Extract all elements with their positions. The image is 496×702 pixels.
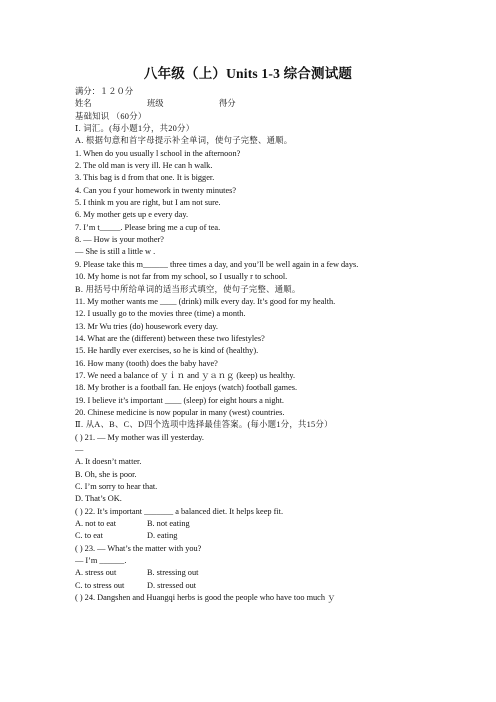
question-line: 9. Please take this m______ three times a day, and you’ll be well again in a few days. bbox=[75, 259, 359, 269]
option-line: B. Oh, she is poor. bbox=[75, 469, 137, 479]
section-heading: 基础知识 （60分） bbox=[75, 111, 147, 121]
question-line: 1. When do you usually l school in the afternoon? bbox=[75, 148, 241, 158]
option-line: A. It doesn’t matter. bbox=[75, 457, 142, 467]
part-instruction: A. 根据句意和首字母提示补全单词，使句子完整、通顺。 bbox=[75, 136, 293, 146]
score-line: 满分：１２０分 bbox=[75, 87, 134, 96]
question-line: 19. I believe it’s important ____ (sleep) for eight hours a night. bbox=[75, 395, 284, 405]
option-line bbox=[75, 567, 485, 579]
question-line: 10. My home is not far from my school, so I usually r to school. bbox=[75, 272, 288, 282]
option-d: D. eating bbox=[147, 531, 178, 541]
document-body bbox=[75, 86, 485, 604]
question-line: 18. My brother is a football fan. He enjoys (watch) football games. bbox=[75, 383, 298, 393]
question-line: 14. What are the (different) between these two lifestyles? bbox=[75, 333, 265, 343]
option-c: C. to eat bbox=[75, 531, 103, 541]
question-line: ( ) 24. Dangshen and Huangqi herbs is good the people who have too much ｙ bbox=[75, 593, 336, 603]
question-line: 2. The old man is very ill. He can h walk. bbox=[75, 161, 213, 171]
question-line: 12. I usually go to the movies three (time) a month. bbox=[75, 309, 246, 319]
part-instruction: B. 用括号中所给单词的适当形式填空，使句子完整、通顺。 bbox=[75, 284, 301, 294]
question-line: ( ) 21. — My mother was ill yesterday. bbox=[75, 432, 204, 442]
part-heading: Ⅱ. 从A、B、C、D四个选项中选择最佳答案。(每小题1分，共15分） bbox=[75, 420, 333, 430]
answer-line: — I’m ______. bbox=[75, 556, 127, 566]
student-info-line bbox=[75, 98, 485, 110]
name-label: 姓名 bbox=[75, 99, 92, 109]
question-line: 6. My mother gets up e every day. bbox=[75, 210, 189, 220]
option-line bbox=[75, 530, 485, 542]
question-line: 20. Chinese medicine is now popular in many (west) countries. bbox=[75, 407, 285, 417]
option-line bbox=[75, 580, 485, 592]
points-label: 得分 bbox=[219, 99, 236, 109]
option-d: D. stressed out bbox=[147, 580, 197, 590]
question-line: — She is still a little w . bbox=[75, 247, 156, 257]
question-line: 5. I think m you are right, but I am not sure. bbox=[75, 198, 221, 208]
option-line: D. That’s OK. bbox=[75, 494, 122, 504]
question-line: 17. We need a balance of ｙｉｎ and ｙａｎｇ (keep) us healthy. bbox=[75, 370, 296, 380]
part-heading: Ⅰ. 词汇。(每小题1分，共20分） bbox=[75, 124, 195, 134]
question-line: ( ) 22. It’s important _______ a balanced diet. It helps keep fit. bbox=[75, 506, 284, 516]
option-b: B. stressing out bbox=[147, 568, 199, 578]
question-line: 8. — How is your mother? bbox=[75, 235, 164, 245]
question-line: 11. My mother wants me ____ (drink) milk every day. It’s good for my health. bbox=[75, 296, 336, 306]
page-title: 八年级（上）Units 1-3 综合测试题 bbox=[143, 66, 353, 81]
question-line: 7. I’m t_____. Please bring me a cup of tea. bbox=[75, 222, 221, 232]
question-line: 4. Can you f your homework in twenty minutes? bbox=[75, 185, 237, 195]
option-c: C. to stress out bbox=[75, 580, 125, 590]
option-a: A. stress out bbox=[75, 568, 117, 578]
class-label: 班级 bbox=[147, 99, 164, 109]
question-line: ( ) 23. — What’s the matter with you? bbox=[75, 543, 202, 553]
answer-line: — bbox=[75, 444, 84, 454]
option-b: B. not eating bbox=[147, 519, 190, 529]
option-a: A. not to eat bbox=[75, 519, 117, 529]
option-line bbox=[75, 518, 485, 530]
question-line: 13. Mr Wu tries (do) housework every day. bbox=[75, 321, 218, 331]
question-line: 15. He hardly ever exercises, so he is kind of (healthy). bbox=[75, 346, 259, 356]
question-line: 16. How many (tooth) does the baby have? bbox=[75, 358, 218, 368]
question-line: 3. This bag is d from that one. It is bigger. bbox=[75, 173, 215, 183]
option-line: C. I’m sorry to hear that. bbox=[75, 482, 158, 491]
